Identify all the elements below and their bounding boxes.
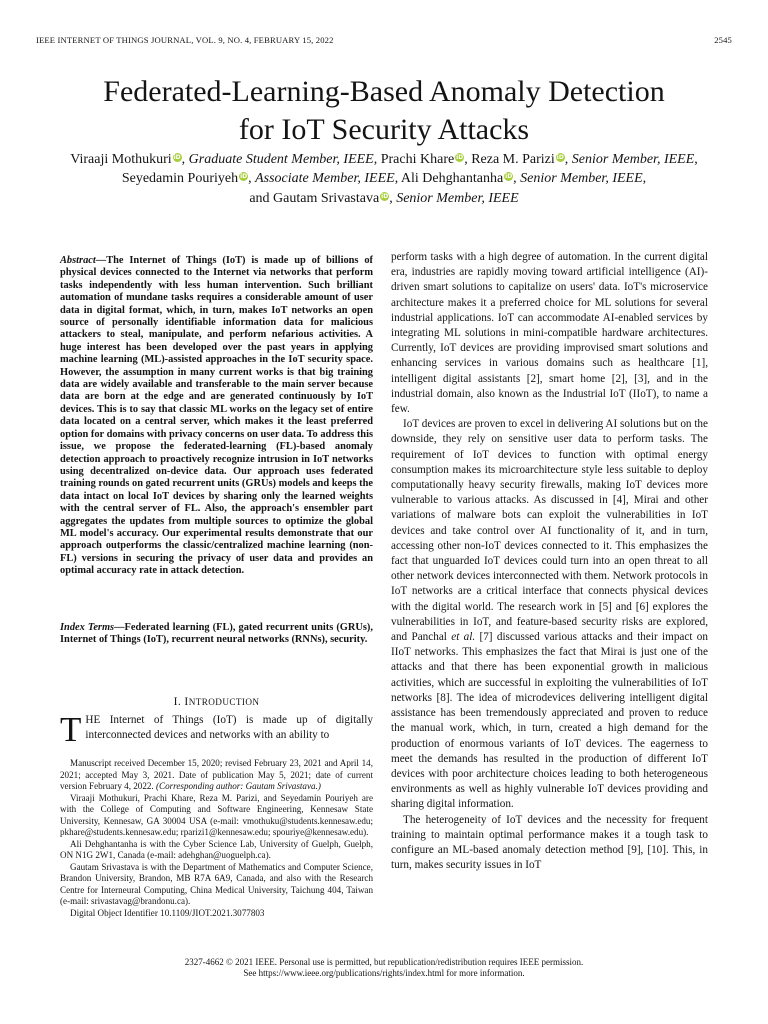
dropcap: T [60, 710, 82, 749]
section-heading [60, 695, 373, 708]
paper-title [0, 73, 768, 149]
body-paragraph-1: perform tasks with a high degree of automation. In the current digital era, industries are rapidly moving toward artificial intelligence (AI)-driven smart solutions to capitalize on users' data. IoT's microservice architecture makes it a preferred choice for ML solutions for several industrial applications. IoT can accommodate AI-enabled services by integrating ML solutions in mini-compatible hardware architectures. Currently, IoT devices are providing improvised smart solutions and enhancing services in various domains such as healthcare [1], intelligent digital assistants [2], smart home [2], [3], and in the industrial domain, also known as the Industrial IoT (IIoT), to name a few. [391, 251, 708, 416]
author-role: Senior Member, IEEE [520, 171, 643, 187]
author-line-2: Seyedamin Pouriyeh iD, Associate Member, IEEE, Ali Dehghantanha iD, Senior Member, IEEE, [121, 171, 647, 187]
author-role: Graduate Student Member, IEEE [188, 152, 374, 167]
author-line-1: Viraaji Mothukuri iD, Graduate Student Member, IEEE, Prachi Khare iD, Reza M. Parizi iD, Senior Member, IEEE, [70, 152, 698, 167]
intro-paragraph [60, 710, 373, 749]
page-number: 2545 [714, 35, 732, 45]
orcid-icon[interactable]: iD [381, 192, 389, 200]
author-role: Senior Member, IEEE [571, 152, 695, 167]
section-rest: NTRODUCTION [188, 697, 260, 707]
copyright-line-1: 2327-4662 © 2021 IEEE. Personal use is permitted, but republication/redistribution requires IEEE permission. [184, 957, 584, 967]
section-first-letter: I [184, 695, 189, 708]
author-role: Associate Member, IEEE [255, 171, 395, 187]
abstract-text: —The Internet of Things (IoT) is made up of billions of physical devices connected to the Internet via networks that perform tasks independently with less human intervention. Such brilliant automation of mundane tasks requires a considerable amount of user data in digital format, which, in turn, makes IoT networks an open source of personally identifiable information data for malicious attackers to steal, manipulate, and perform nefarious activities. A huge interest has been developed over the past years in applying machine learning (ML)-assisted approaches in the IoT security space. However, the assumption in many current works is that big training data are widely available and transferable to the main server because data are born at the edge and are generated continuously by IoT devices. This is to say that classic ML works on the legacy set of entire data located on a central server, which makes it the least preferred option for domains with privacy concerns on user data. To address this issue, we propose the federated-learning (FL)-based anomaly detection approach to proactively recognize intrusion in IoT networks using decentralized on-device data. Our approach uses federated training rounds on gated recurrent units (GRUs) models and keeps the data intact on local IoT devices by sharing only the learned weights with the central server of FL. Also, the approach's ensembler part aggregates the updates from multiple sources to optimize the global ML model's accuracy. Our experimental results demonstrate that our approach outperforms the classic/centralized machine learning (non-FL) versions in securing the privacy of user data and provides an optimal accuracy rate in attack detection. [60, 255, 373, 577]
section-number: I. [173, 695, 185, 708]
orcid-icon[interactable]: iD [556, 154, 564, 161]
abstract [60, 255, 373, 578]
footnote-affiliation-1: Viraaji Mothukuri, Prachi Khare, Reza M. Parizi, and Seyedamin Pouriyeh are with the College of Computing and Software Engineering, Kennesaw State University, Kennesaw, GA 30004 USA (e-mail: vmothuku@students.kennesaw.edu; pkhare@students.kennesaw.edu; rparizi1@kennesaw.edu; spouriye@kennesaw.edu). [60, 792, 373, 837]
author-name: Prachi Khare [380, 152, 455, 167]
intro-text: HE Internet of Things (IoT) is made up of digitally interconnected devices and networks with an ability to [85, 714, 373, 742]
author-list [0, 150, 768, 208]
journal-header: IEEE INTERNET OF THINGS JOURNAL, VOL. 9, NO. 4, FEBRUARY 15, 2022 [36, 35, 334, 45]
footnotes [60, 758, 373, 919]
body-paragraph-3: The heterogeneity of IoT devices and the necessity for frequent training to maintain optimal performance makes it a tough task to configure an ML-based anomaly detection method [9], [10]. This, in turn, makes security issues in IoT [391, 813, 708, 872]
author-name: Ali Dehghantanha [400, 171, 504, 187]
et-al: et al. [451, 631, 476, 644]
footnote-manuscript: Manuscript received December 15, 2020; revised February 23, 2021 and April 14, 2021; accepted May 3, 2021. Date of publication May 5, 2021; date of current version February 4, 2022. (Corresponding author: Gautam Srivastava.) [60, 758, 373, 791]
footnote-affiliation-2: Ali Dehghantanha is with the Cyber Science Lab, University of Guelph, Guelph, ON N1G 2W1, Canada (e-mail: adehghan@uoguelph.ca). [60, 838, 373, 860]
abstract-label: Abstract [60, 255, 96, 266]
author-role: Senior Member, IEEE [396, 190, 519, 206]
orcid-icon[interactable]: iD [240, 173, 248, 181]
footnote-corresponding: (Corresponding author: Gautam Srivastava.) [155, 781, 321, 791]
author-name: Reza M. Parizi [471, 152, 555, 167]
index-terms-text: —Federated learning (FL), gated recurrent units (GRUs), Internet of Things (IoT), recurrent neural networks (RNNs), security. [60, 622, 373, 646]
body-paragraph-2: IoT devices are proven to excel in delivering AI solutions but on the downside, they rely on sensitive user data to perform tasks. The requirement of IoT devices to function with optimal energy consumption makes its microarchitecture style less suitable to deploy computationally heavy security firewalls, making IoT devices more vulnerable to various attacks. As discussed in [4], Mirai and other variations of malware bots can exploit the vulnerabilities in IoT devices and take control over AI functionality of it, and in turn, accessing other non-IoT devices connected to it. This emphasizes the fact that unguarded IoT devices could turn into an open threat to all other network devices interconnected with them. Network protocols in IoT networks are a critical interface that connects physical devices with the digital world. The research work in [5] and [6] explores the vulnerabilities in IoT, and feature-based security risks are explored, and Panchal et al. [7] discussed various attacks and their impact on IIoT networks. This emphasizes the fact that Mirai is just one of the attacks and that there has been exponential growth in malicious activities, which are successful in exploiting the vulnerabilities of IoT networks [8]. The idea of microdevices delivering intelligent digital assistance has been tremendously appreciated and proven to reduce the manual work, which, in turn, created a high demand for the production of enormous variants of IoT devices. The eagerness to meet the demands has resulted in the production of different IoT devices with poor architecture choices leading to both heterogeneous environments as well as highly vulnerable IoT devices providing and sharing digital information. [391, 418, 708, 811]
footnote-affiliation-3: Gautam Srivastava is with the Department of Mathematics and Computer Science, Brandon University, Brandon, MB R7A 6A9, Canada, and also with the Research Centre for Interneural Computing, China Medical University, Taichung 404, Taiwan (e-mail: srivastavag@brandonu.ca). [60, 861, 373, 906]
author-name: Viraaji Mothukuri [70, 152, 172, 167]
orcid-icon[interactable]: iD [505, 173, 513, 181]
right-column-body [391, 250, 708, 873]
copyright-line-2: See https://www.ieee.org/publications/rights/index.html for more information. [243, 968, 525, 978]
orcid-icon[interactable]: iD [173, 154, 181, 161]
orcid-icon[interactable]: iD [456, 154, 464, 161]
running-head [36, 35, 732, 47]
author-name: Seyedamin Pouriyeh [121, 171, 239, 187]
author-name: and Gautam Srivastava [249, 190, 380, 206]
title-line-1: Federated-Learning-Based Anomaly Detection [103, 75, 665, 108]
copyright-notice [0, 957, 768, 979]
title-line-2: for IoT Security Attacks [238, 113, 530, 146]
footnote-doi: Digital Object Identifier 10.1109/JIOT.2021.3077803 [70, 907, 265, 918]
index-terms [60, 622, 373, 647]
author-line-3: and Gautam Srivastava iD, Senior Member, IEEE [249, 190, 519, 206]
index-terms-label: Index Terms [60, 622, 115, 633]
